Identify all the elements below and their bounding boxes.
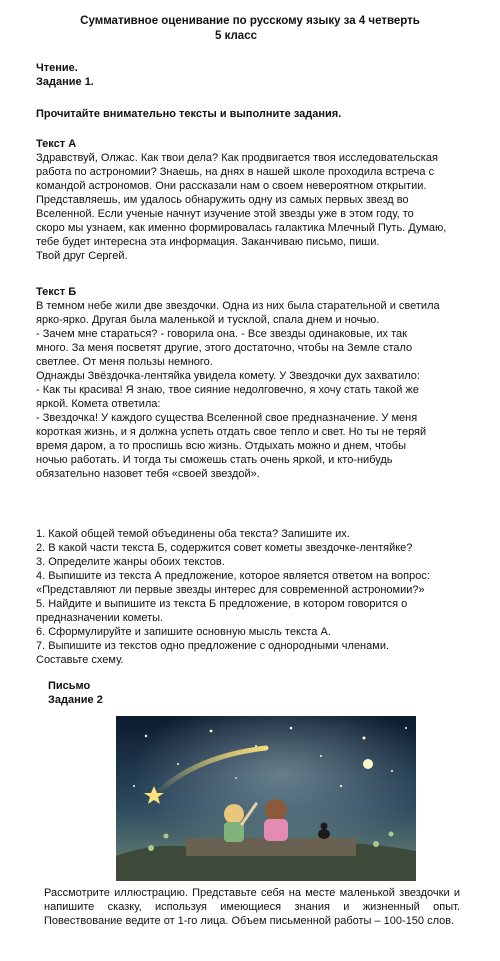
question-item: 3. Определите жанры обоих текстов. [36, 556, 225, 568]
moon-icon [363, 759, 373, 769]
text-b-line: ночью работать. И тогда ты сможешь стать очень яркой, и кто-нибудь [36, 454, 393, 466]
text-b-line: яркой. Комета ответила: [36, 398, 161, 410]
text-a-body [36, 151, 466, 263]
reading-label: Чтение. [36, 62, 78, 74]
writing-section-header [48, 679, 478, 707]
worksheet-title: Суммативное оценивание по русскому языку за 4 четверть [80, 15, 420, 27]
text-b-line: Однажды Звёздочка-лентяйка увидела комету. У Звездочки дух захватило: [36, 370, 420, 382]
question-item: 5. Найдите и выпишите из текста Б предложение, в котором говорится о [36, 598, 408, 610]
writing-label: Письмо [48, 680, 91, 692]
text-a-heading: Текст А [36, 138, 77, 150]
question-item: 1. Какой общей темой объединены оба текста? Запишите их. [36, 528, 350, 540]
question-item: предназначении кометы. [36, 612, 164, 624]
text-a-line: тебе будет интересна эта информация. Заканчиваю письмо, пиши. [36, 236, 380, 248]
question-item: «Представляют ли первые звезды интерес для современной астрономии?» [36, 584, 425, 596]
text-b-line: много. За меня посветят другие, этого достаточно, чтобы на Земле стало [36, 342, 413, 354]
text-a-line: скоро мы узнаем, как именно формировалась галактика Млечный Путь. Думаю, [36, 222, 447, 234]
task-1-instruction: Прочитайте внимательно тексты и выполните задания. [36, 108, 342, 120]
reading-section-header [36, 61, 466, 89]
text-b-line: - Как ты красива! Я знаю, твое сияние недолговечно, я хочу стать такой же [36, 384, 419, 396]
questions-list [36, 527, 466, 667]
text-b-line: время даром, а то проспишь всю жизнь. Отдыхать можно и днем, чтобы [36, 440, 407, 452]
night-sky-children-comet-illustration [116, 716, 416, 881]
grade-label: 5 класс [215, 30, 257, 42]
question-item: 7. Выпишите из текстов одно предложение с однородными членами. [36, 640, 390, 652]
text-a-line: Представляешь, им удалось обнаружить одну из самых первых звезд во [36, 194, 409, 206]
question-item: 6. Сформулируйте и запишите основную мысль текста А. [36, 626, 331, 638]
text-b-line: короткая жизнь, и я должна успеть отдать свое тепло и свет. Но ты не теряй [36, 426, 427, 438]
text-b-block [36, 285, 466, 481]
text-b-line: обязательно назовет тебя «своей звездой». [36, 468, 260, 480]
question-item: 4. Выпишите из текста А предложение, которое является ответом на вопрос: [36, 570, 430, 582]
text-a-line: Здравствуй, Олжас. Как твои дела? Как продвигается твоя исследовательская [36, 152, 438, 164]
question-item: 2. В какой части текста Б, содержится совет кометы звездочке-лентяйке? [36, 542, 413, 554]
text-a-block [36, 137, 466, 263]
text-a-line: Вселенной. Если ученые начнут изучение этой звезды уже в этом году, то [36, 208, 414, 220]
text-b-line: В темном небе жили две звездочки. Одна из них была старательной и светила [36, 300, 440, 312]
text-b-body [36, 299, 466, 481]
text-b-line: - Звездочка! У каждого существа Вселенной свое предназначение. У меня [36, 412, 418, 424]
text-b-line: ярко-ярко. Другая была маленькой и тусклой, спала днем и ночью. [36, 314, 380, 326]
text-a-line: командой астрономов. Они рассказали нам о своем невероятном открытии. [36, 180, 427, 192]
task-1-label: Задание 1. [36, 76, 94, 88]
question-item: Составьте схему. [36, 654, 124, 666]
text-b-line: светлее. От меня пользы немного. [36, 356, 213, 368]
text-b-line: - Зачем мне стараться? - говорила она. - Все звезды одинаковые, их так [36, 328, 407, 340]
text-a-line: работа по астрономии? Знаешь, на днях в нашей школе проходила встреча с [36, 166, 435, 178]
task-2-instruction: Рассмотрите иллюстрацию. Представьте себя на месте маленькой звездочки и напишите сказку, используя имеющиеся знания и жизненный опыт. Повествование ведите от 1-го лица. Объем письменной работы – 100-150 слов. [44, 887, 460, 927]
text-a-line: Твой друг Сергей. [36, 250, 128, 262]
text-b-heading: Текст Б [36, 286, 77, 298]
task-2-label: Задание 2 [48, 694, 103, 706]
